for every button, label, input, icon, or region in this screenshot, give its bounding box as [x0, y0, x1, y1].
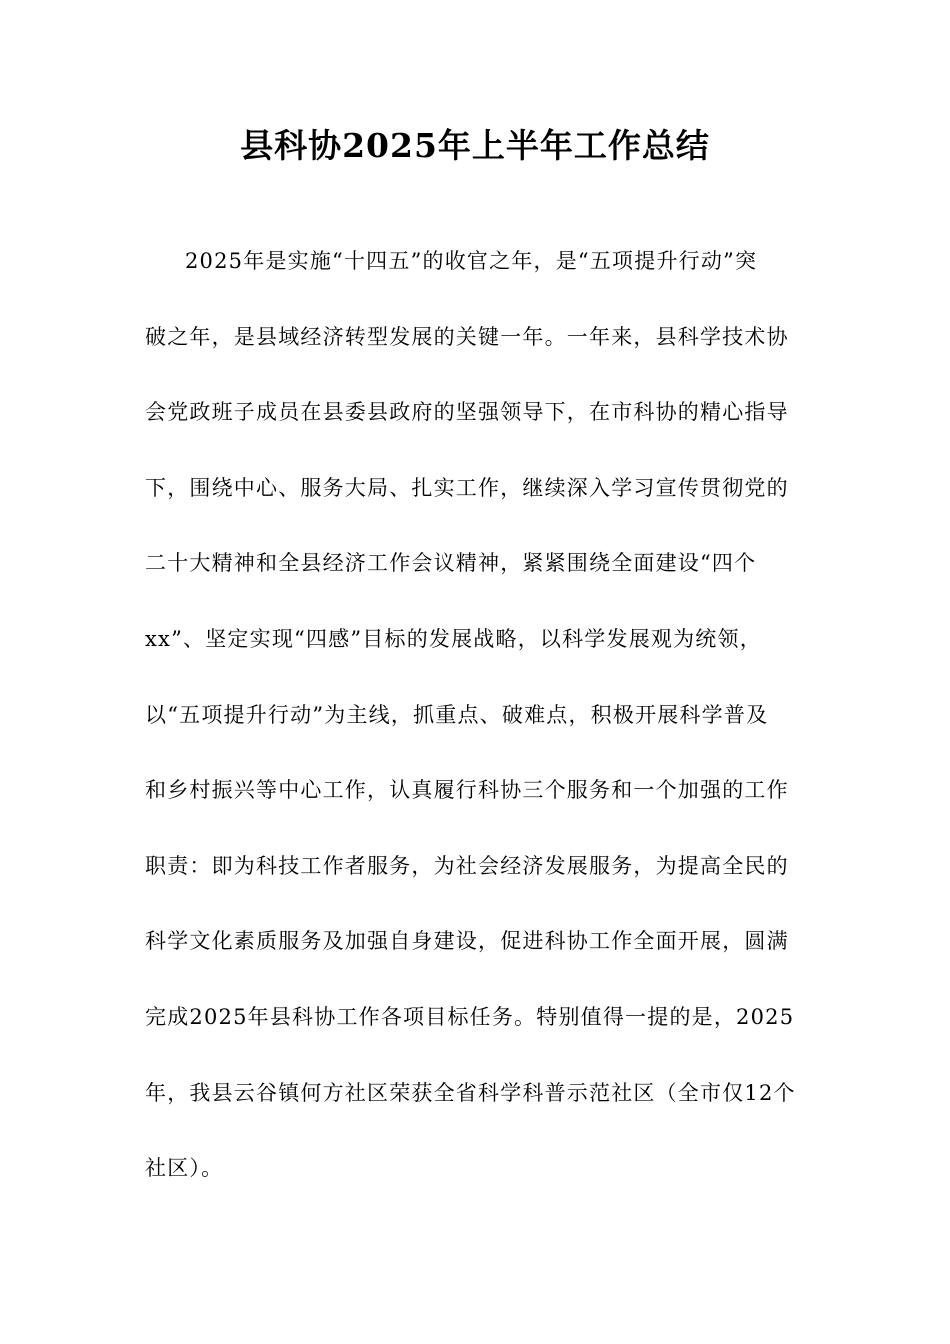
paragraph-line: 科学文化素质服务及加强自身建设，促进科协工作全面开展，圆满 — [145, 929, 789, 954]
paragraph-line: 以“五项提升行动”为主线，抓重点、破难点，积极开展科学普及 — [145, 702, 769, 727]
paragraph-line: xx”、坚定实现“四感”目标的发展战略，以科学发展观为统领， — [145, 626, 762, 651]
document-title: 县科协2025年上半年工作总结 — [240, 126, 710, 165]
body-paragraph — [145, 237, 805, 1220]
paragraph-line: 二十大精神和全县经济工作会议精神，紧紧围绕全面建设“四个 — [145, 551, 757, 576]
paragraph-line: 2025年是实施“十四五”的收官之年，是“五项提升行动”突 — [185, 249, 758, 273]
paragraph-line: 破之年，是县域经济转型发展的关键一年。一年来，县科学技术协 — [145, 324, 789, 349]
paragraph-line: 年，我县云谷镇何方社区荣获全省科学科普示范社区（全市仅12个 — [145, 1080, 796, 1105]
paragraph-line: 职责：即为科技工作者服务，为社会经济发展服务，为提高全民的 — [145, 853, 789, 878]
paragraph-line: 和乡村振兴等中心工作，认真履行科协三个服务和一个加强的工作 — [145, 778, 789, 803]
paragraph-line: 会党政班子成员在县委县政府的坚强领导下，在市科协的精心指导 — [145, 400, 789, 425]
paragraph-line: 下，围绕中心、服务大局、扎实工作，继续深入学习宣传贯彻党的 — [145, 475, 789, 500]
paragraph-line: 完成2025年县科协工作各项目标任务。特别值得一提的是，2025 — [145, 1004, 795, 1029]
paragraph-line: 社区）。 — [145, 1156, 224, 1181]
